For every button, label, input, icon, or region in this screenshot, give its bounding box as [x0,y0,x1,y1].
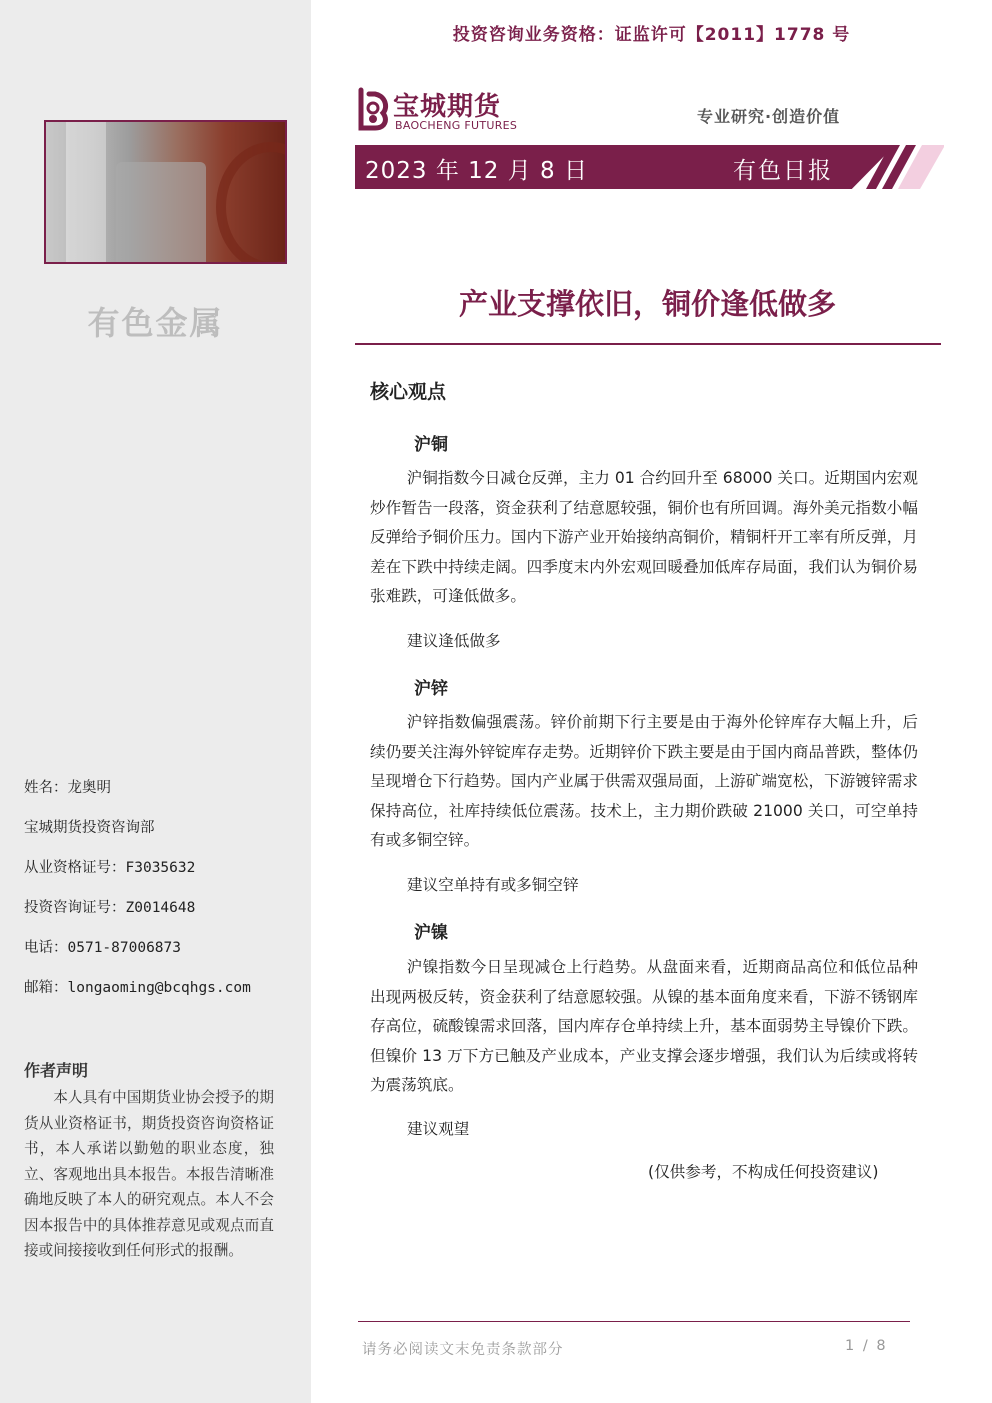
section-advice-nickel: 建议观望 [407,1120,470,1138]
author-department: 宝城期货投资咨询部 [24,820,155,836]
section-body-nickel: 沪镍指数今日呈现减仓上行趋势。从盘面来看，近期商品高位和低位品种出现两极反转，资金获利了结意愿较强。从镍的基本面角度来看，下游不锈钢库存高位，硫酸镍需求回落，国内库存仓单持续上升，基本面弱势主导镍价下跌。但镍价 13 万下方已触及产业成本，产业支撑会逐步增强，我们认为后续或将转为震荡筑底。 [370,958,918,1094]
company-logo [355,86,535,134]
report-date: 2023 年 12 月 8 日 [365,158,588,184]
author-info [24,778,294,1018]
license-line: 投资咨询业务资格：证监许可【2011】1778 号 [452,25,851,45]
headline-divider [355,343,941,345]
section-title-zinc: 沪锌 [414,679,448,699]
footer-note: 请务必阅读文末免责条款部分 [362,1342,564,1358]
declaration-title: 作者声明 [24,1061,89,1080]
declaration-body: 本人具有中国期货业协会授予的期货从业资格证书，期货投资咨询资格证书，本人承诺以勤勉的职业态度，独立、客观地出具本报告。本报告清晰准确地反映了本人的研究观点。本人不会因本报告中的具体推荐意见或观点而直接或间接接收到任何形式的报酬。 [24,1089,274,1259]
logo-text-en: BAOCHENG FUTURES [395,119,518,132]
disclaimer: (仅供参考，不构成任何投资建议) [648,1163,879,1181]
sidebar [0,0,311,1403]
logo-text-cn: 宝城期货 [393,92,502,122]
metal-photo [44,120,287,264]
section-title-copper: 沪铜 [414,435,448,455]
core-view-title: 核心观点 [370,381,447,403]
logo-mark-icon [355,86,391,132]
section-body-copper: 沪铜指数今日减仓反弹，主力 01 合约回升至 68000 关口。近期国内宏观炒作暂告一段落，资金获利了结意愿较强，铜价也有所回调。海外美元指数小幅反弹给予铜价压力。国内下游产业开始接纳高铜价，精铜杆开工率有所反弹，月差在下跌中持续走阔。四季度末内外宏观回暖叠加低库存局面，我们认为铜价易张难跌，可逢低做多。 [370,469,918,605]
author-name: 姓名：龙奥明 [24,780,111,796]
section-advice-copper: 建议逢低做多 [407,632,501,650]
decorative-stripes-icon [860,145,944,189]
author-phone: 电话：0571-87006873 [24,940,181,956]
footer-divider [358,1321,910,1322]
author-email: 邮箱：longaoming@bcqhgs.com [24,980,251,996]
page-number: 1 / 8 [845,1338,888,1354]
section-title-nickel: 沪镍 [414,923,448,943]
author-consulting-number: 投资咨询证号：Z0014648 [24,900,196,916]
sidebar-category: 有色金属 [87,304,224,342]
slogan: 专业研究·创造价值 [697,107,841,126]
section-body-zinc: 沪锌指数偏强震荡。锌价前期下行主要是由于海外伦锌库存大幅上升，后续仍要关注海外锌锭库存走势。近期锌价下跌主要是由于国内商品普跌，整体仍呈现增仓下行趋势。国内产业属于供需双强局面，上游矿端宽松，下游镀锌需求保持高位，社库持续低位震荡。技术上，主力期价跌破 21000 关口，可空单持有或多铜空锌。 [370,713,918,849]
report-type: 有色日报 [733,158,833,184]
section-advice-zinc: 建议空单持有或多铜空锌 [407,876,579,894]
headline: 产业支撑依旧，铜价逢低做多 [458,287,836,321]
author-qualification-number: 从业资格证号：F3035632 [24,860,196,876]
